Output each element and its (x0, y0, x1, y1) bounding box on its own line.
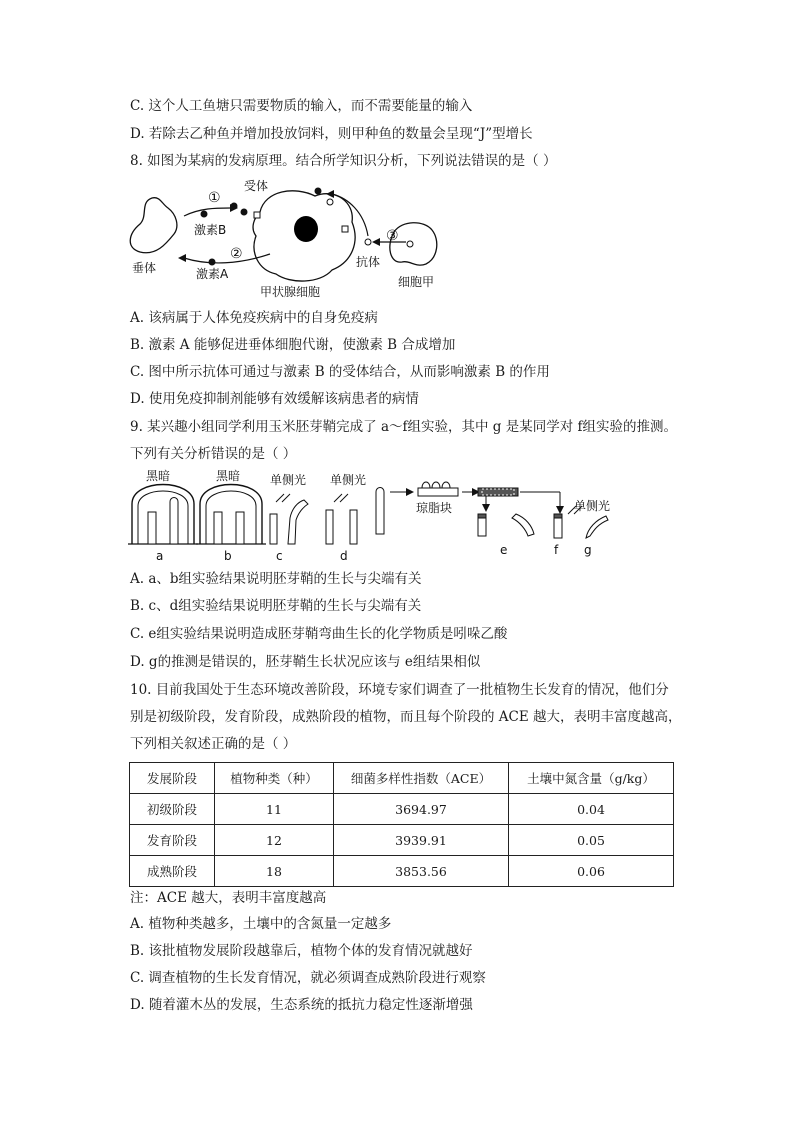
q10-option-d: D. 随着灌木丛的发展，生态系统的抵抗力稳定性逐渐增强 (130, 997, 473, 1013)
table-header-cell: 植物种类（种） (215, 763, 334, 794)
table-row (130, 856, 674, 887)
hormone-b-label: 激素B (194, 223, 227, 237)
nucleus (294, 216, 318, 242)
step-3-label: ③ (386, 228, 399, 244)
table-cell: 3694.97 (334, 794, 509, 825)
cell-jia-label: 细胞甲 (398, 275, 435, 289)
group-c-label: c (276, 549, 283, 562)
q10-stem-2: 别是初级阶段，发育阶段，成熟阶段的植物，而且每个阶段的 ACE 越大，表明丰富度越高， (130, 709, 682, 725)
q8-stem: 8. 如图为某病的发病原理。结合所学知识分析，下列说法错误的是（ ） (130, 153, 557, 169)
q7-option-d: D. 若除去乙种鱼并增加投放饲料，则甲种鱼的数量会呈现“J”型增长 (130, 126, 533, 142)
table-cell: 0.04 (509, 794, 674, 825)
group-e-label: e (500, 543, 508, 557)
agar-label: 琼脂块 (416, 501, 453, 515)
group-f-label: f (554, 543, 559, 557)
q8-option-a: A. 该病属于人体免疫疾病中的自身免疫病 (130, 310, 378, 326)
q10-option-a: A. 植物种类越多，土壤中的含氮量一定越多 (130, 916, 392, 932)
table-row (130, 794, 674, 825)
q10-note: 注：ACE 越大，表明丰富度越高 (130, 890, 327, 906)
q8-diagram (120, 172, 460, 302)
q10-stem-1: 10. 目前我国处于生态环境改善阶段，环境专家们调查了一批植物生长发育的情况，他们分 (130, 682, 669, 698)
light-label-1: 单侧光 (270, 473, 307, 487)
light-label-2: 单侧光 (330, 473, 367, 487)
q9-option-c: C. e组实验结果说明造成胚芽鞘弯曲生长的化学物质是吲哚乙酸 (130, 626, 508, 642)
pituitary-label: 垂体 (132, 261, 157, 275)
step-2-label: ② (230, 246, 243, 262)
table-cell: 3939.91 (334, 825, 509, 856)
q8-option-b: B. 激素 A 能够促进垂体细胞代谢，使激素 B 合成增加 (130, 337, 456, 353)
thyroid-label: 甲状腺细胞 (260, 285, 321, 299)
q9-diagram (128, 468, 628, 562)
q10-option-c: C. 调查植物的生长发育情况，就必须调查成熟阶段进行观察 (130, 970, 486, 986)
receptor-square-right (342, 226, 348, 232)
q9-stem-2: 下列有关分析错误的是（ ） (130, 446, 297, 462)
group-a-label: a (156, 549, 164, 562)
hormone-a-label: 激素A (196, 267, 229, 281)
pituitary-shape (130, 198, 177, 253)
table-cell: 18 (215, 856, 334, 887)
table-cell: 0.06 (509, 856, 674, 887)
table-cell: 0.05 (509, 825, 674, 856)
q9-option-a: A. a、b组实验结果说明胚芽鞘的生长与尖端有关 (130, 571, 422, 587)
q10-stem-3: 下列相关叙述正确的是（ ） (130, 736, 297, 752)
table-header-cell: 发展阶段 (130, 763, 215, 794)
q9-option-b: B. c、d组实验结果说明胚芽鞘的生长与尖端有关 (130, 598, 422, 614)
table-cell: 初级阶段 (130, 794, 215, 825)
dark-label-1: 黑暗 (146, 469, 171, 483)
table-cell: 12 (215, 825, 334, 856)
receptor-label: 受体 (244, 179, 269, 193)
receptor-square-top (254, 212, 260, 218)
q10-option-b: B. 该批植物发展阶段越靠后，植物个体的发育情况就越好 (130, 943, 473, 959)
step-1-label: ① (208, 190, 221, 206)
table-row (130, 825, 674, 856)
q7-option-c: C. 这个人工鱼塘只需要物质的输入，而不需要能量的输入 (130, 98, 473, 114)
antibody-label: 抗体 (356, 255, 381, 269)
table-header-cell: 土壤中氮含量（g/kg） (509, 763, 674, 794)
group-g-label: g (584, 543, 592, 557)
table-cell: 成熟阶段 (130, 856, 215, 887)
table-header-cell: 细菌多样性指数（ACE） (334, 763, 509, 794)
q9-option-d: D. g的推测是错误的，胚芽鞘生长状况应该与 e组结果相似 (130, 654, 481, 670)
table-cell: 3853.56 (334, 856, 509, 887)
light-label-3: 单侧光 (574, 499, 611, 513)
group-d-label: d (340, 549, 348, 562)
table-cell: 发育阶段 (130, 825, 215, 856)
dark-label-2: 黑暗 (216, 469, 241, 483)
table-header-row (130, 763, 674, 794)
q8-option-d: D. 使用免疫抑制剂能够有效缓解该病患者的病情 (130, 391, 419, 407)
q9-stem-1: 9. 某兴趣小组同学利用玉米胚芽鞘完成了 a～f组实验，其中 g 是某同学对 f组实验的推测。 (130, 419, 678, 435)
q8-option-c: C. 图中所示抗体可通过与激素 B 的受体结合，从而影响激素 B 的作用 (130, 364, 550, 380)
q10-table (129, 762, 674, 887)
group-b-label: b (224, 549, 232, 562)
table-cell: 11 (215, 794, 334, 825)
